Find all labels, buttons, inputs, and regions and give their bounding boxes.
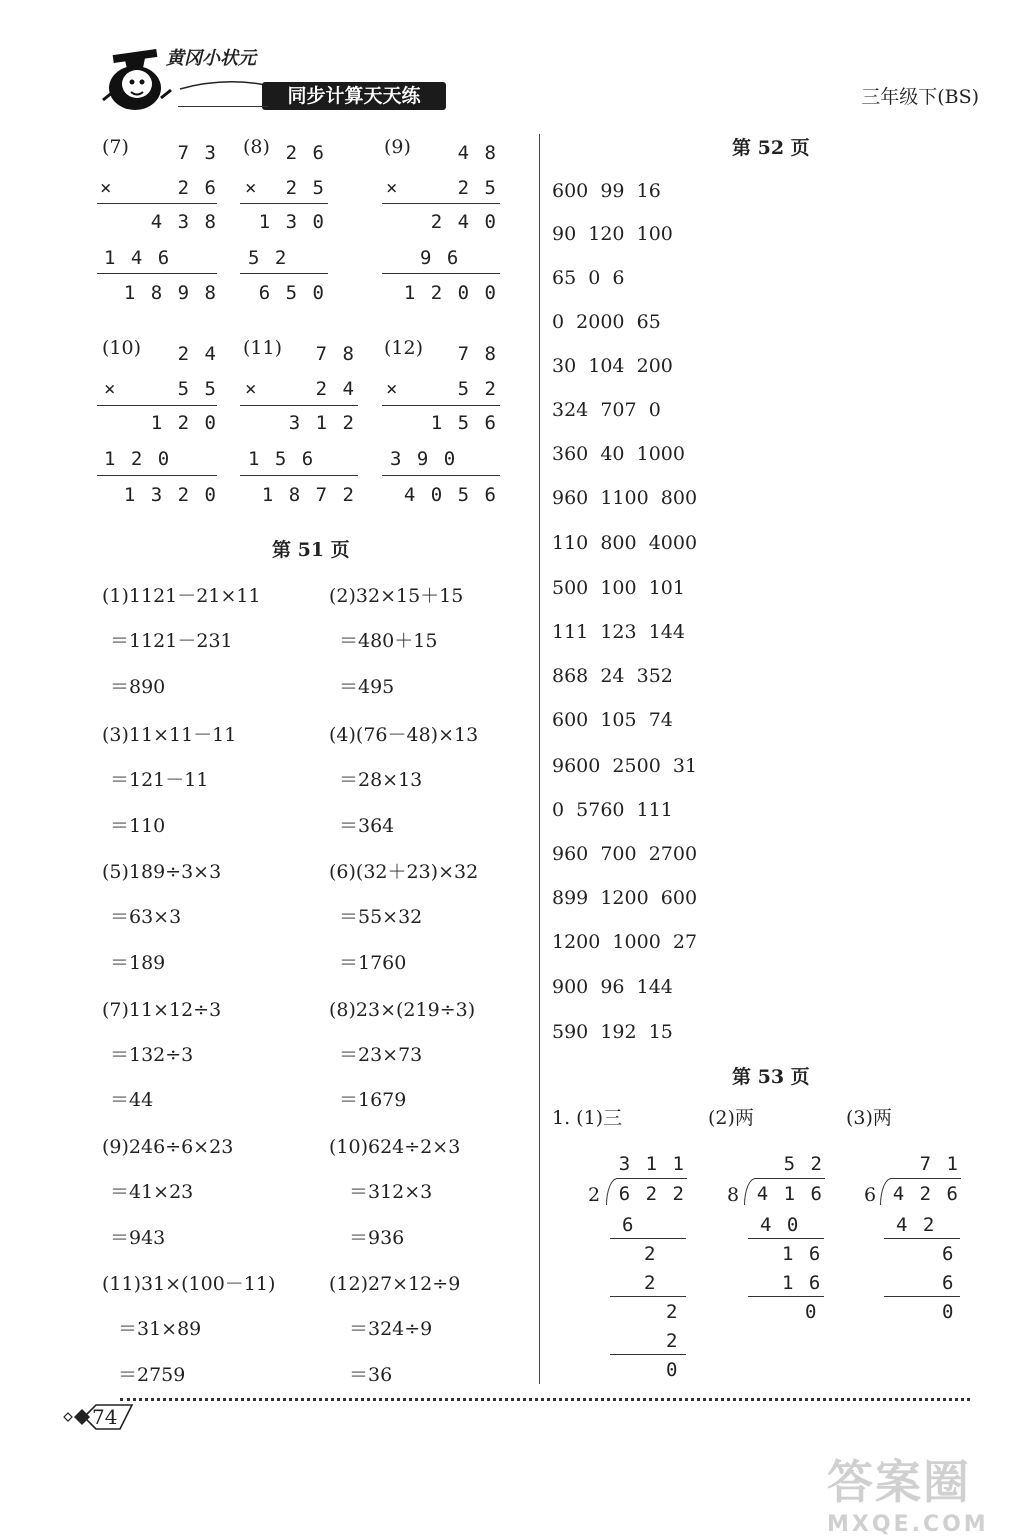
rule (97, 203, 217, 204)
expr-line: ＝364 (339, 815, 395, 837)
product: 4 0 5 6 (403, 484, 498, 506)
partial-product-1: 4 3 8 (150, 211, 218, 233)
expr-line: (2)32×15＋15 (329, 585, 464, 607)
step: 0 (666, 1359, 680, 1381)
step: 6 (622, 1214, 636, 1236)
expr-line: ＝1760 (339, 952, 407, 974)
expr-line: ＝55×32 (339, 906, 423, 928)
expr-line: ＝312×3 (349, 1181, 433, 1203)
footer-dotted-rule (120, 1398, 970, 1401)
multiplicand: 2 6 (285, 142, 326, 164)
expr-line: (8)23×(219÷3) (329, 999, 476, 1021)
expr-line: ＝943 (110, 1227, 166, 1249)
step: 2 (666, 1301, 680, 1323)
rule (240, 273, 328, 274)
problem-label: (9) (384, 136, 411, 158)
q1-answer-2: (2)两 (708, 1107, 754, 1129)
watermark-url: MXQE.COM (827, 1512, 989, 1537)
expr-line: ＝28×13 (339, 769, 423, 791)
expr-line: (10)624÷2×3 (329, 1136, 461, 1158)
rule (97, 273, 217, 274)
expr-line: ＝495 (339, 676, 395, 698)
rule (382, 203, 500, 204)
expr-line: ＝23×73 (339, 1044, 423, 1066)
product: 1 8 9 8 (123, 282, 218, 304)
partial-product-1: 1 5 6 (430, 412, 498, 434)
expr-line: (12)27×12÷9 (329, 1273, 461, 1295)
q1-answer-3: (3)两 (846, 1107, 892, 1129)
step: 4 0 (760, 1214, 801, 1236)
expr-line: ＝890 (110, 676, 166, 698)
partial-product-1: 3 1 2 (288, 412, 356, 434)
rule (610, 1354, 686, 1355)
partial-product-1: 1 3 0 (258, 211, 326, 233)
multiplicand: 7 3 (177, 142, 218, 164)
q1-answer-1: 1. (1)三 (552, 1107, 623, 1129)
product: 6 5 0 (258, 282, 326, 304)
p52-answer-row: 9600 2500 31 (552, 755, 698, 777)
p52-answer-row: 0 5760 111 (552, 799, 673, 821)
partial-product-1: 2 4 0 (430, 211, 498, 233)
step: 0 (805, 1301, 819, 1323)
expr-line: ＝44 (110, 1089, 154, 1111)
step: 2 (644, 1272, 658, 1294)
rule (97, 475, 217, 476)
dividend: 6 2 2 (618, 1183, 686, 1205)
problem-label: (8) (243, 136, 270, 158)
p52-answer-row: 900 96 144 (552, 976, 673, 998)
step: 0 (942, 1301, 956, 1323)
rule (97, 405, 217, 406)
dividend: 4 1 6 (756, 1183, 824, 1205)
rule (240, 405, 358, 406)
p52-answer-row: 324 707 0 (552, 399, 661, 421)
multiplicand: 7 8 (457, 343, 498, 365)
rule (884, 1296, 960, 1297)
p52-answer-row: 30 104 200 (552, 355, 673, 377)
p52-answer-row: 110 800 4000 (552, 532, 698, 554)
expr-line: (3)11×11－11 (102, 724, 237, 746)
multiplier: × 2 5 (245, 177, 326, 199)
p52-answer-row: 960 700 2700 (552, 843, 698, 865)
rule (748, 1296, 824, 1297)
rule (240, 203, 328, 204)
p52-answer-row: 590 192 15 (552, 1021, 673, 1043)
partial-product-2: 1 4 6 (104, 247, 172, 269)
rule (240, 475, 358, 476)
step: 1 6 (782, 1243, 823, 1265)
multiplier: × 2 4 (245, 378, 356, 400)
step: 6 (942, 1272, 956, 1294)
p52-answer-row: 960 1100 800 (552, 487, 698, 509)
rule (382, 405, 500, 406)
dividend: 4 2 6 (892, 1183, 960, 1205)
expr-line: ＝1121－231 (110, 630, 233, 652)
p52-answer-row: 360 40 1000 (552, 443, 685, 465)
p52-answer-row: 65 0 6 (552, 267, 625, 289)
quotient: 7 1 (919, 1153, 960, 1175)
header-rule (178, 106, 268, 107)
expr-line: ＝31×89 (118, 1318, 202, 1340)
rule (610, 1238, 686, 1239)
multiplier: × 5 2 (386, 378, 498, 400)
partial-product-2: 9 6 (420, 247, 461, 269)
problem-label: (7) (102, 136, 129, 158)
partial-product-2: 5 2 (248, 247, 289, 269)
expr-line: (11)31×(100－11) (102, 1273, 276, 1295)
watermark-text: 答案圈 (827, 1455, 971, 1509)
expr-line: (9)246÷6×23 (102, 1136, 234, 1158)
p52-answer-row: 1200 1000 27 (552, 931, 698, 953)
expr-line: ＝189 (110, 952, 166, 974)
rule (382, 273, 500, 274)
step: 2 (644, 1243, 658, 1265)
multiplier: × 2 5 (386, 177, 498, 199)
p52-answer-row: 868 24 352 (552, 665, 673, 687)
book-title: 同步计算天天练 (287, 85, 421, 107)
rule (884, 1238, 960, 1239)
multiplicand: 7 8 (315, 343, 356, 365)
expr-line: (4)(76－48)×13 (329, 724, 479, 746)
expr-line: ＝63×3 (110, 906, 182, 928)
rule (382, 475, 500, 476)
expr-line: ＝2759 (118, 1364, 186, 1386)
problem-label: (10) (102, 337, 142, 359)
product: 1 3 2 0 (123, 484, 218, 506)
divisor: 2 (588, 1184, 601, 1206)
quotient: 3 1 1 (618, 1153, 686, 1175)
multiplicand: 2 4 (177, 343, 218, 365)
page-52-heading: 第 52 页 (732, 137, 810, 159)
p52-answer-row: 500 100 101 (552, 577, 685, 599)
multiplier: × 2 6 (100, 177, 218, 199)
product: 1 2 0 0 (403, 282, 498, 304)
expr-line: ＝121－11 (110, 769, 209, 791)
p52-answer-row: 600 99 16 (552, 180, 661, 202)
multiplier: × 5 5 (104, 378, 218, 400)
divisor: 6 (864, 1184, 877, 1206)
brand-underline (178, 76, 268, 88)
expr-line: ＝936 (349, 1227, 405, 1249)
p52-answer-row: 600 105 74 (552, 709, 673, 731)
multiplicand: 4 8 (457, 142, 498, 164)
expr-line: ＝480＋15 (339, 630, 438, 652)
step: 4 2 (896, 1214, 937, 1236)
expr-line: ＝324÷9 (349, 1318, 433, 1340)
expr-line: ＝41×23 (110, 1181, 194, 1203)
expr-line: (5)189÷3×3 (102, 861, 222, 883)
scholar-mascot-icon (95, 40, 175, 114)
expr-line: (1)1121－21×11 (102, 585, 261, 607)
partial-product-2: 1 2 0 (104, 448, 172, 470)
p52-answer-row: 0 2000 65 (552, 311, 661, 333)
p52-answer-row: 90 120 100 (552, 223, 673, 245)
page-53-heading: 第 53 页 (732, 1066, 810, 1088)
divisor: 8 (727, 1184, 740, 1206)
expr-line: ＝36 (349, 1364, 393, 1386)
partial-product-2: 3 9 0 (390, 448, 458, 470)
expr-line: ＝110 (110, 815, 166, 837)
page-number: 74 (92, 1405, 118, 1429)
problem-label: (12) (384, 337, 424, 359)
partial-product-1: 1 2 0 (150, 412, 218, 434)
expr-line: (7)11×12÷3 (102, 999, 222, 1021)
rule (748, 1238, 824, 1239)
product: 1 8 7 2 (261, 484, 356, 506)
brand-name: 黄冈小状元 (166, 48, 256, 69)
step: 6 (942, 1243, 956, 1265)
watermark-logo (827, 1446, 997, 1537)
expr-line: ＝1679 (339, 1089, 407, 1111)
expr-line: ＝132÷3 (110, 1044, 194, 1066)
grade-label: 三年级下(BS) (861, 86, 979, 108)
partial-product-2: 1 5 6 (248, 448, 316, 470)
expr-line: (6)(32＋23)×32 (329, 861, 479, 883)
quotient: 5 2 (783, 1153, 824, 1175)
p52-answer-row: 111 123 144 (552, 621, 685, 643)
step: 1 6 (782, 1272, 823, 1294)
page-51-heading: 第 51 页 (272, 539, 350, 561)
problem-label: (11) (243, 337, 283, 359)
column-divider (539, 134, 540, 1384)
step: 2 (666, 1330, 680, 1352)
rule (610, 1296, 686, 1297)
p52-answer-row: 899 1200 600 (552, 887, 698, 909)
